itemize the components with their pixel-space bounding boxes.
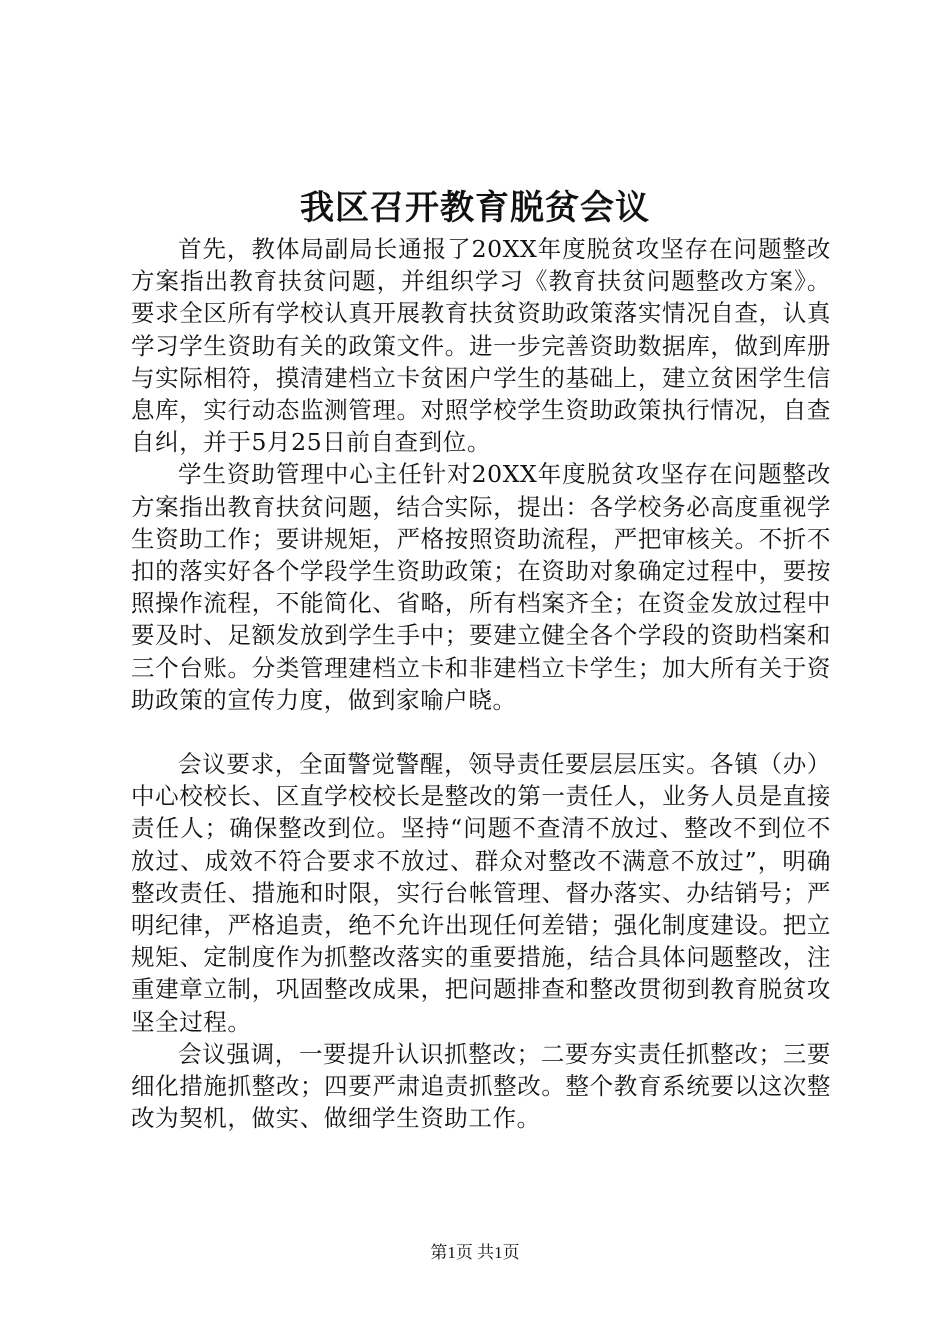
document-title: 我区召开教育脱贫会议 xyxy=(300,188,650,228)
document-body xyxy=(131,233,831,1134)
paragraph-3: 会议要求，全面警觉警醒，领导责任要层层压实。各镇（办）中心校校长、区直学校校长是整改的第一责任人，业务人员是直接责任人；确保整改到位。坚持“问题不查清不放过、整改不到位不放过、成效不符合要求不放过、群众对整改不满意不放过”，明确整改责任、措施和时限，实行台帐管理、督办落实、办结销号；严明纪律，严格追责，绝不允许出现任何差错；强化制度建设。把立规矩、定制度作为抓整改落实的重要措施，结合具体问题整改，注重建章立制，巩固整改成果，把问题排查和整改贯彻到教育脱贫攻坚全过程。 xyxy=(131,750,831,1036)
paragraph-2: 学生资助管理中心主任针对20XX年度脱贫攻坚存在问题整改方案指出教育扶贫问题，结合实际，提出：各学校务必高度重视学生资助工作；要讲规矩，严格按照资助流程，严把审核关。不折不扣的落实好各个学段学生资助政策；在资助对象确定过程中，要按照操作流程，不能简化、省略，所有档案齐全；在资金发放过程中要及时、足额发放到学生手中；要建立健全各个学段的资助档案和三个台账。分类管理建档立卡和非建档立卡学生；加大所有关于资助政策的宣传力度，做到家喻户晓。 xyxy=(131,460,831,714)
paragraph-1: 首先，教体局副局长通报了20XX年度脱贫攻坚存在问题整改方案指出教育扶贫问题，并组织学习《教育扶贫问题整改方案》。要求全区所有学校认真开展教育扶贫资助政策落实情况自查，认真学习学生资助有关的政策文件。进一步完善资助数据库，做到库册与实际相符，摸清建档立卡贫困户学生的基础上，建立贫困学生信息库，实行动态监测管理。对照学校学生资助政策执行情况，自查自纠，并于5月25日前自查到位。 xyxy=(131,235,831,457)
page-footer: 第1页 共1页 xyxy=(430,1243,520,1262)
paragraph-4: 会议强调，一要提升认识抓整改；二要夯实责任抓整改；三要细化措施抓整改；四要严肃追责抓整改。整个教育系统要以这次整改为契机，做实、做细学生资助工作。 xyxy=(131,1039,831,1133)
paragraph-gap xyxy=(131,716,831,748)
